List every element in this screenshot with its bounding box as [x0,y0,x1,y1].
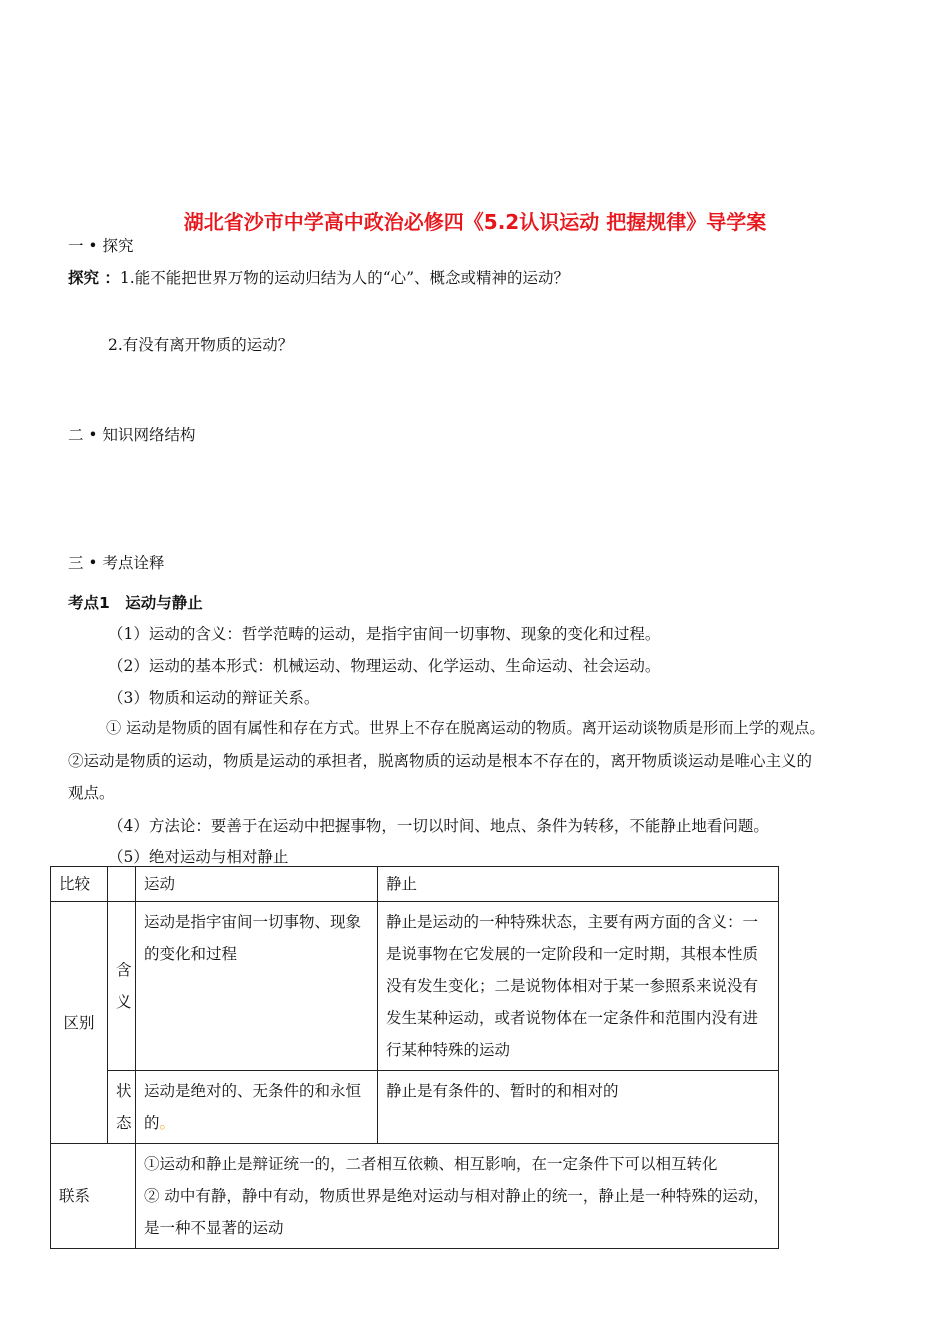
motion-state-cell [136,1071,378,1144]
explore-question-1 [68,266,569,288]
section-heading-network: 二 • 知识网络结构 [68,426,196,444]
link-point-1: ①运动和静止是辩证统一的，二者相互依赖、相互影响，在一定条件下可以相互转化 [144,1155,718,1173]
header-compare: 比较 [51,867,108,902]
paragraph-3-1: ① 运动是物质的固有属性和存在方式。世界上不存在脱离运动的物质。离开运动谈物质是形而上学的观点。 [106,719,825,737]
explore-question-2: 2.有没有离开物质的运动？ [108,336,294,354]
paragraph-3-2-line1: ②运动是物质的运动，物质是运动的承担者，脱离物质的运动是根本不存在的，离开物质谈运动是唯心主义的 [68,752,813,770]
point-title: 考点1 运动与静止 [68,594,203,612]
section-heading-points: 三 • 考点诠释 [68,554,165,572]
explore-label: 探究 ： [68,269,120,287]
sub-label-state-text: 状态 [116,1082,132,1132]
table-row-meaning [51,902,779,1071]
paragraph-3: （3）物质和运动的辩证关系。 [108,689,320,707]
document-title: 湖北省沙市中学高中政治必修四《5.2认识运动 把握规律》导学案 [183,210,767,234]
comparison-table [50,866,779,1249]
paragraph-2: （2）运动的基本形式：机械运动、物理运动、化学运动、生命运动、社会运动。 [108,657,661,675]
header-static: 静止 [378,867,779,902]
motion-state-text: 运动是绝对的、无条件的和永恒的 [144,1082,362,1132]
paragraph-4: （4）方法论：要善于在运动中把握事物，一切以时间、地点、条件为转移，不能静止地看问题。 [108,817,769,835]
row-label-link: 联系 [51,1144,136,1249]
sub-label-state [108,1071,136,1144]
sub-label-meaning-text: 含义 [116,961,132,1011]
paragraph-3-2-line2: 观点。 [68,784,115,802]
sub-label-meaning [108,902,136,1071]
question-1-text: 1.能不能把世界万物的运动归结为人的“心”、概念或精神的运动？ [119,269,570,287]
static-state-cell: 静止是有条件的、暂时的和相对的 [378,1071,779,1144]
motion-state-dot: 。 [159,1114,176,1132]
paragraph-5: （5）绝对运动与相对静止 [108,848,289,866]
section-heading-explore: 一 • 探究 [68,237,134,255]
table-row-state [51,1071,779,1144]
row-label-difference: 区别 [51,902,108,1144]
table-header-row [51,867,779,902]
link-point-2: ② 动中有静，静中有动，物质世界是绝对运动与相对静止的统一，静止是一种特殊的运动，是一种不显著的运动 [144,1187,769,1237]
link-cell [136,1144,779,1249]
header-empty [108,867,136,902]
table-row-link [51,1144,779,1249]
motion-meaning-cell: 运动是指宇宙间一切事物、现象的变化和过程 [136,902,378,1071]
static-meaning-cell: 静止是运动的一种特殊状态，主要有两方面的含义：一是说事物在它发展的一定阶段和一定时期，其根本性质没有发生变化；二是说物体相对于某一参照系来说没有发生某种运动，或者说物体在一定条件和范围内没有进行某种特殊的运动 [378,902,779,1071]
paragraph-1: （1）运动的含义：哲学范畴的运动，是指宇宙间一切事物、现象的变化和过程。 [108,625,661,643]
header-motion: 运动 [136,867,378,902]
